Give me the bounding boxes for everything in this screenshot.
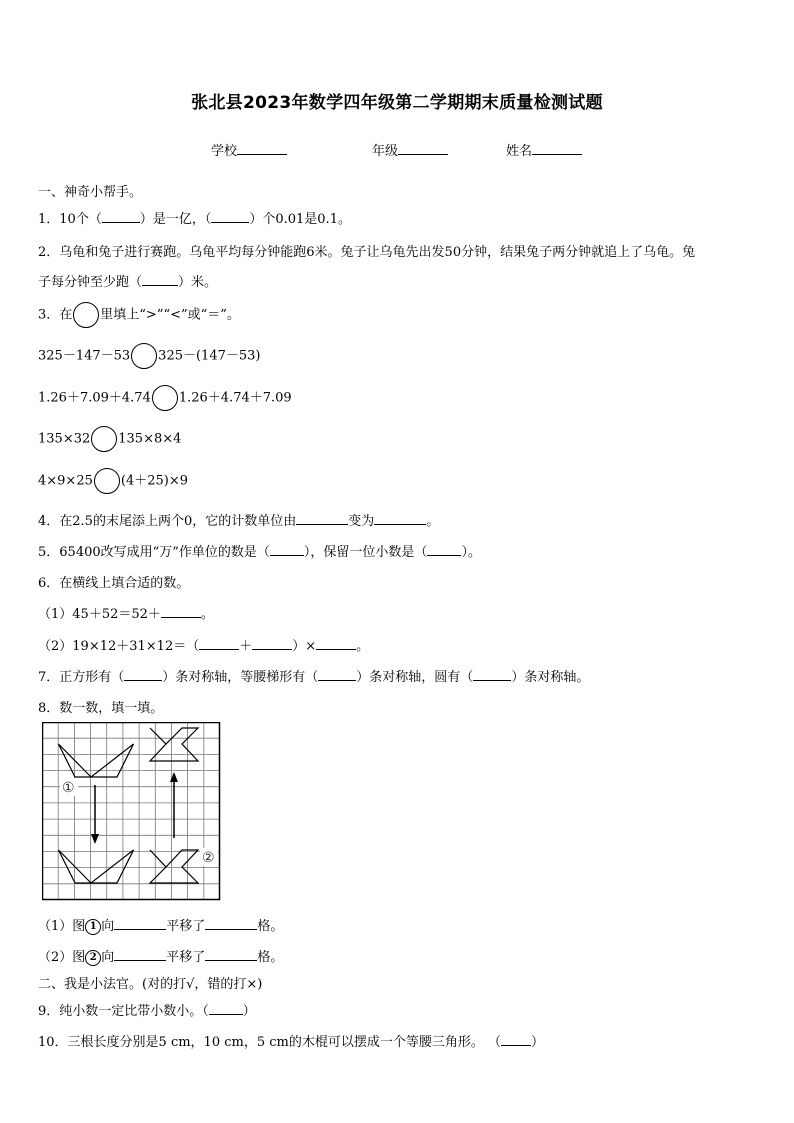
q3-row-3: 135×32 135×8×4	[38, 426, 181, 452]
question-4: 4．在2.5的末尾添上两个0，它的计数单位由 变为 。	[38, 514, 440, 529]
school-blank[interactable]	[237, 142, 287, 155]
figure-2-label: ②	[202, 850, 215, 866]
figure-2-shape	[150, 850, 198, 883]
q6-blank-1[interactable]	[161, 605, 201, 618]
grade-label: 年级	[372, 144, 399, 159]
q5-blank-2[interactable]	[427, 543, 461, 556]
q3-row-1: 325－147－53 325－(147－53)	[38, 343, 260, 369]
figure-1-shape	[59, 744, 134, 777]
grade-field	[372, 140, 448, 159]
question-8: 8．数一数，填一填。	[38, 701, 164, 716]
question-5: 5．65400改写成用“万”作单位的数是（ ），保留一位小数是（ ）。	[38, 545, 481, 560]
q8-blank-1[interactable]	[114, 917, 166, 930]
q6-sub-1: （1）45＋52＝52＋ 。	[38, 607, 214, 622]
q4-blank-1[interactable]	[296, 512, 348, 525]
translation-grid-figure	[42, 722, 222, 902]
q3-row-4: 4×9×25 (4＋25)×9	[38, 468, 188, 494]
question-3: 3．在 里填上“>”“<”或“＝”。	[38, 302, 240, 328]
q9-blank[interactable]	[209, 1002, 243, 1015]
grade-blank[interactable]	[398, 142, 448, 155]
page-title: 张北县2023年数学四年级第二学期期末质量检测试题	[191, 93, 603, 113]
name-blank[interactable]	[532, 142, 582, 155]
figure-2-ref: 2	[85, 950, 101, 966]
school-label: 学校	[211, 144, 238, 159]
q6-blank-3[interactable]	[252, 637, 292, 650]
q8-blank-4[interactable]	[205, 948, 257, 961]
compare-circle-3[interactable]	[91, 426, 117, 452]
figure-1-moved-shape	[59, 850, 134, 883]
down-arrow-head	[91, 834, 99, 844]
question-2-line-1: 2．乌龟和兔子进行赛跑。乌龟平均每分钟能跑6米。兔子让乌龟先出发50分钟，结果兔子两分钟就追上了乌龟。兔	[38, 245, 696, 260]
q5-blank-1[interactable]	[270, 543, 304, 556]
q6-sub-2: （2）19×12＋31×12＝（ ＋ ）× 。	[38, 639, 370, 654]
q6-blank-2[interactable]	[199, 637, 239, 650]
figure-2-moved-shape	[150, 728, 198, 761]
q7-blank-3[interactable]	[473, 668, 511, 681]
section-2-heading: 二、我是小法官。(对的打√，错的打×)	[38, 977, 263, 992]
figure-1-ref: 1	[85, 919, 101, 935]
q7-blank-2[interactable]	[318, 668, 356, 681]
name-label: 姓名	[506, 144, 533, 159]
q6-blank-4[interactable]	[316, 637, 356, 650]
question-7: 7．正方形有（ ）条对称轴，等腰梯形有（ ）条对称轴，圆有（ ）条对称轴。	[38, 670, 590, 685]
q10-blank[interactable]	[501, 1033, 531, 1046]
compare-circle	[73, 302, 99, 328]
figure-1-label: ①	[62, 780, 75, 796]
name-field	[506, 140, 582, 159]
q8-blank-3[interactable]	[114, 948, 166, 961]
question-2-line-2: 子每分钟至少跑（ ）米。	[38, 275, 218, 290]
q2-blank[interactable]	[142, 273, 178, 286]
section-1-heading: 一、神奇小帮手。	[38, 185, 143, 200]
q7-blank-1[interactable]	[124, 668, 162, 681]
question-10: 10．三根长度分别是5 cm，10 cm，5 cm的木棍可以摆成一个等腰三角形。 （ ）	[38, 1035, 544, 1050]
q1-blank-2[interactable]	[211, 210, 249, 223]
q8-sub-1: （1）图 1 向 平移了 格。	[38, 919, 284, 934]
q4-blank-2[interactable]	[374, 512, 426, 525]
compare-circle-4[interactable]	[94, 468, 120, 494]
question-6: 6．在横线上填合适的数。	[38, 576, 190, 591]
compare-circle-1[interactable]	[131, 343, 157, 369]
q1-blank-1[interactable]	[102, 210, 140, 223]
q8-sub-2: （2）图 2 向 平移了 格。	[38, 950, 284, 965]
q8-blank-2[interactable]	[205, 917, 257, 930]
question-9: 9．纯小数一定比带小数小。（ ）	[38, 1004, 256, 1019]
q3-row-2: 1.26＋7.09＋4.74 1.26＋4.74＋7.09	[38, 385, 292, 411]
school-field	[211, 140, 287, 159]
question-1: 1．10个（ ）是一亿，（ ）个0.01是0.1。	[38, 212, 351, 227]
compare-circle-2[interactable]	[152, 385, 178, 411]
